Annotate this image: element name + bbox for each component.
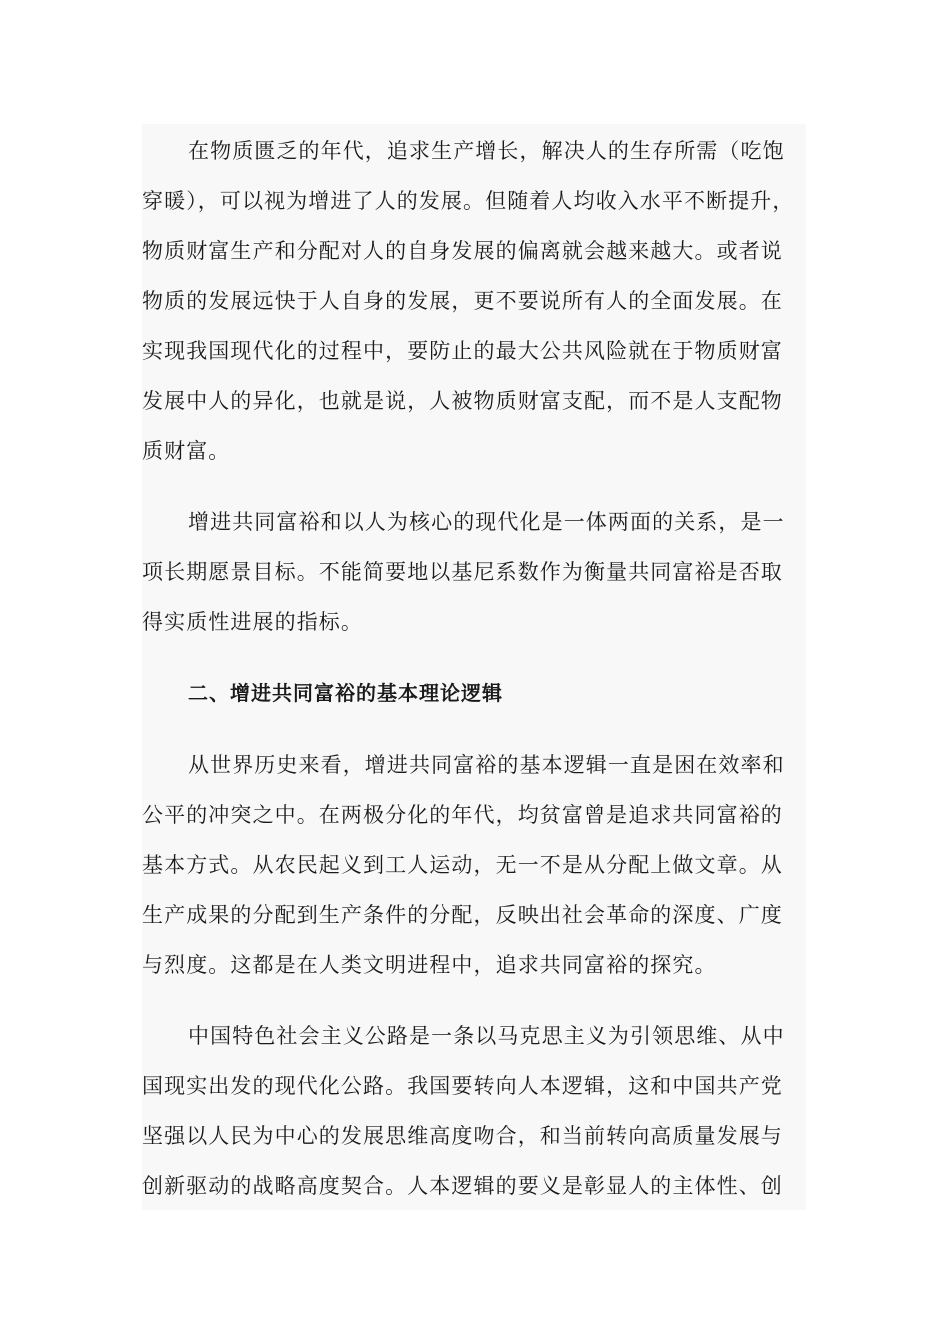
paragraph-4 [142,1011,806,1211]
text-line: 物质财富生产和分配对人的自身发展的偏离就会越来越大。或者说 [142,239,783,263]
text-line: 增进共同富裕和以人为核心的现代化是一体两面的关系，是一 [188,510,785,534]
heading-text: 二、增进共同富裕的基本理论逻辑 [188,681,503,705]
text-line: 国现实出发的现代化公路。我国要转向人本逻辑，这和中国共产党 [142,1074,783,1098]
text-line: 公平的冲突之中。在两极分化的年代，均贫富曾是追求共同富裕的 [142,803,783,827]
text-line: 物质的发展远快于人自身的发展，更不要说所有人的全面发展。在 [142,289,783,313]
paragraph-2 [142,497,806,647]
text-line: 坚强以人民为中心的发展思维高度吻合，和当前转向高质量发展与 [142,1124,783,1148]
text-line: 项长期愿景目标。不能简要地以基尼系数作为衡量共同富裕是否取 [142,560,783,584]
text-line: 质财富。 [142,439,231,463]
document-body [142,124,806,1210]
text-line: 实现我国现代化的过程中，要防止的最大公共风险就在于物质财富 [142,339,783,363]
text-line: 与烈度。这都是在人类文明进程中，追求共同富裕的探究。 [142,953,717,977]
text-line: 得实质性进展的指标。 [142,610,363,634]
text-line: 发展中人的异化，也就是说，人被物质财富支配，而不是人支配物 [142,389,783,413]
text-line: 生产成果的分配到生产条件的分配，反映出社会革命的深度、广度 [142,903,783,927]
text-line: 基本方式。从农民起义到工人运动，无一不是从分配上做文章。从 [142,853,783,877]
text-line: 从世界历史来看，增进共同富裕的基本逻辑一直是困在效率和 [188,753,785,777]
text-line: 穿暖），可以视为增进了人的发展。但随着人均收入水平不断提升， [142,189,795,213]
text-line: 中国特色社会主义公路是一条以马克思主义为引领思维、从中 [188,1024,785,1048]
text-line: 在物质匮乏的年代，追求生产增长，解决人的生存所需（吃饱 [188,139,785,163]
text-line: 创新驱动的战略高度契合。人本逻辑的要义是彰显人的主体性、创 [142,1174,783,1198]
section-heading [142,668,806,718]
paragraph-3 [142,740,806,990]
paragraph-1 [142,126,806,476]
